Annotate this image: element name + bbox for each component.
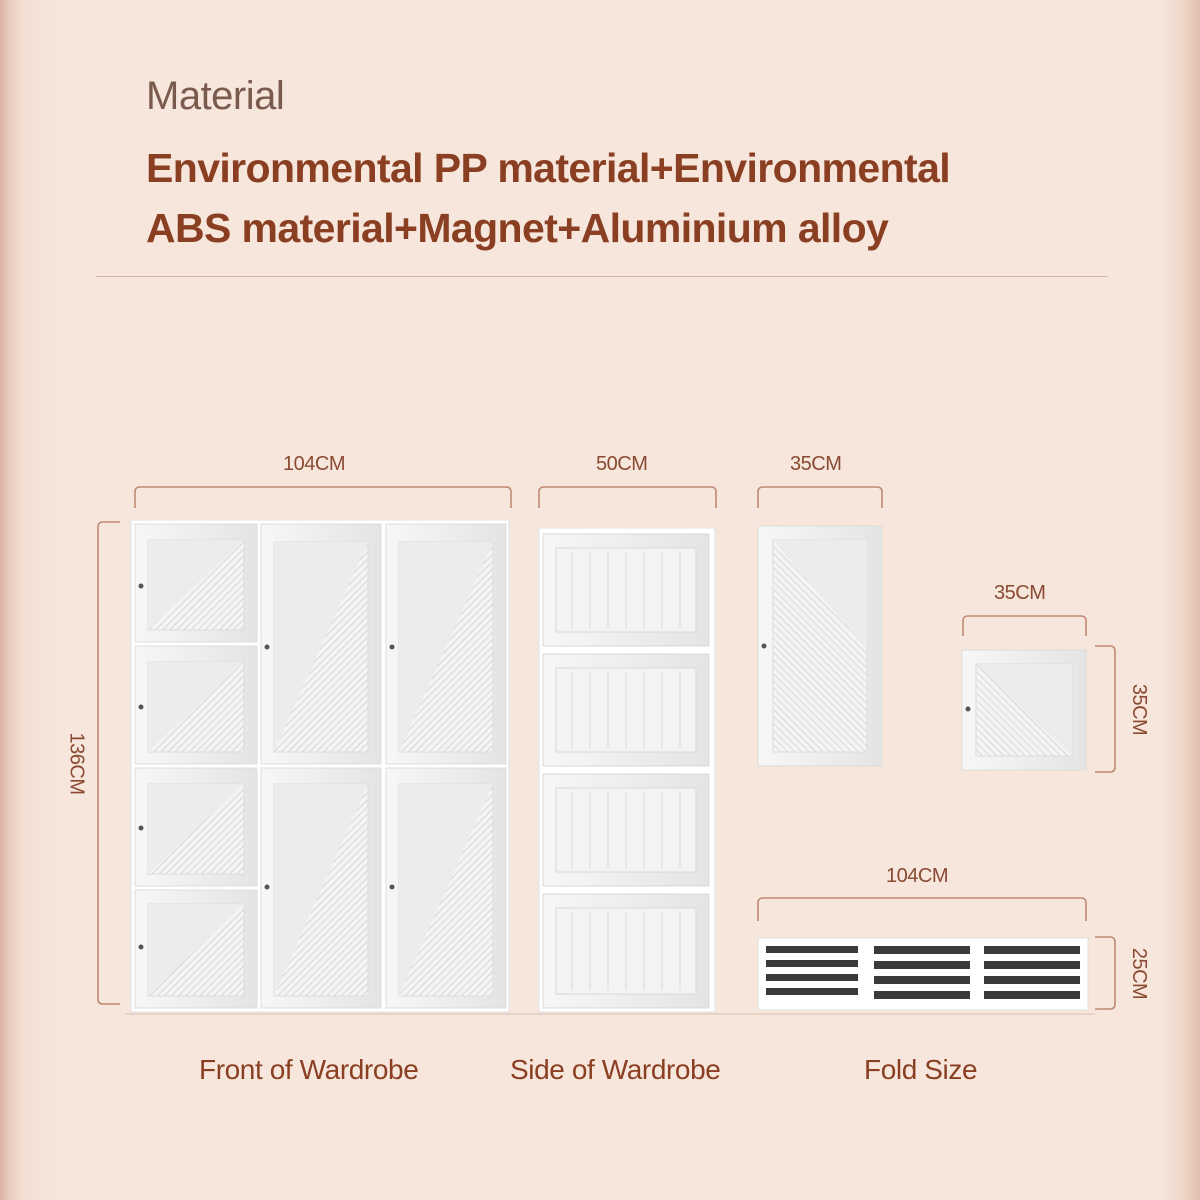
side-panel (543, 894, 709, 1008)
front-tall-door (386, 768, 506, 1008)
front-small-door (135, 768, 257, 886)
fold-height-label: 25CM (1128, 947, 1151, 1000)
small-door-width-bracket (963, 616, 1086, 636)
side-of-wardrobe (539, 528, 715, 1012)
small-door-width-label: 35CM (994, 582, 1046, 604)
front-tall-door (261, 524, 381, 764)
front-height-label: 136CM (65, 732, 88, 795)
material-description-line-1: Environmental PP material+Environmental (146, 145, 951, 191)
fold-size-caption: Fold Size (864, 1054, 978, 1085)
side-panel (543, 534, 709, 646)
front-height-bracket (98, 522, 120, 1004)
small-door-height-label: 35CM (1128, 683, 1151, 736)
front-of-wardrobe (131, 520, 509, 1012)
front-width-label: 104CM (283, 453, 345, 475)
side-width-label: 50CM (596, 453, 648, 475)
small-door-height-bracket (1095, 646, 1115, 772)
front-tall-door (386, 524, 506, 764)
material-description-line-2: ABS material+Magnet+Aluminium alloy (146, 205, 889, 251)
side-of-wardrobe-caption: Side of Wardrobe (510, 1054, 721, 1085)
material-heading: Material (146, 74, 285, 118)
front-width-bracket (135, 487, 511, 508)
front-small-door (135, 890, 257, 1008)
small-square-door (962, 650, 1086, 770)
fold-height-bracket (1095, 937, 1115, 1009)
side-width-bracket (539, 487, 716, 508)
side-panel (543, 774, 709, 886)
front-of-wardrobe-caption: Front of Wardrobe (199, 1054, 419, 1085)
single-tall-door (758, 526, 882, 766)
front-tall-door (261, 768, 381, 1008)
fold-width-label: 104CM (886, 865, 948, 887)
front-small-door (135, 524, 257, 642)
folded-pack (758, 938, 1088, 1010)
fold-width-bracket (758, 898, 1086, 921)
front-small-door (135, 646, 257, 764)
door-width-label: 35CM (790, 453, 842, 475)
side-panel (543, 654, 709, 766)
door-width-bracket (758, 487, 882, 508)
